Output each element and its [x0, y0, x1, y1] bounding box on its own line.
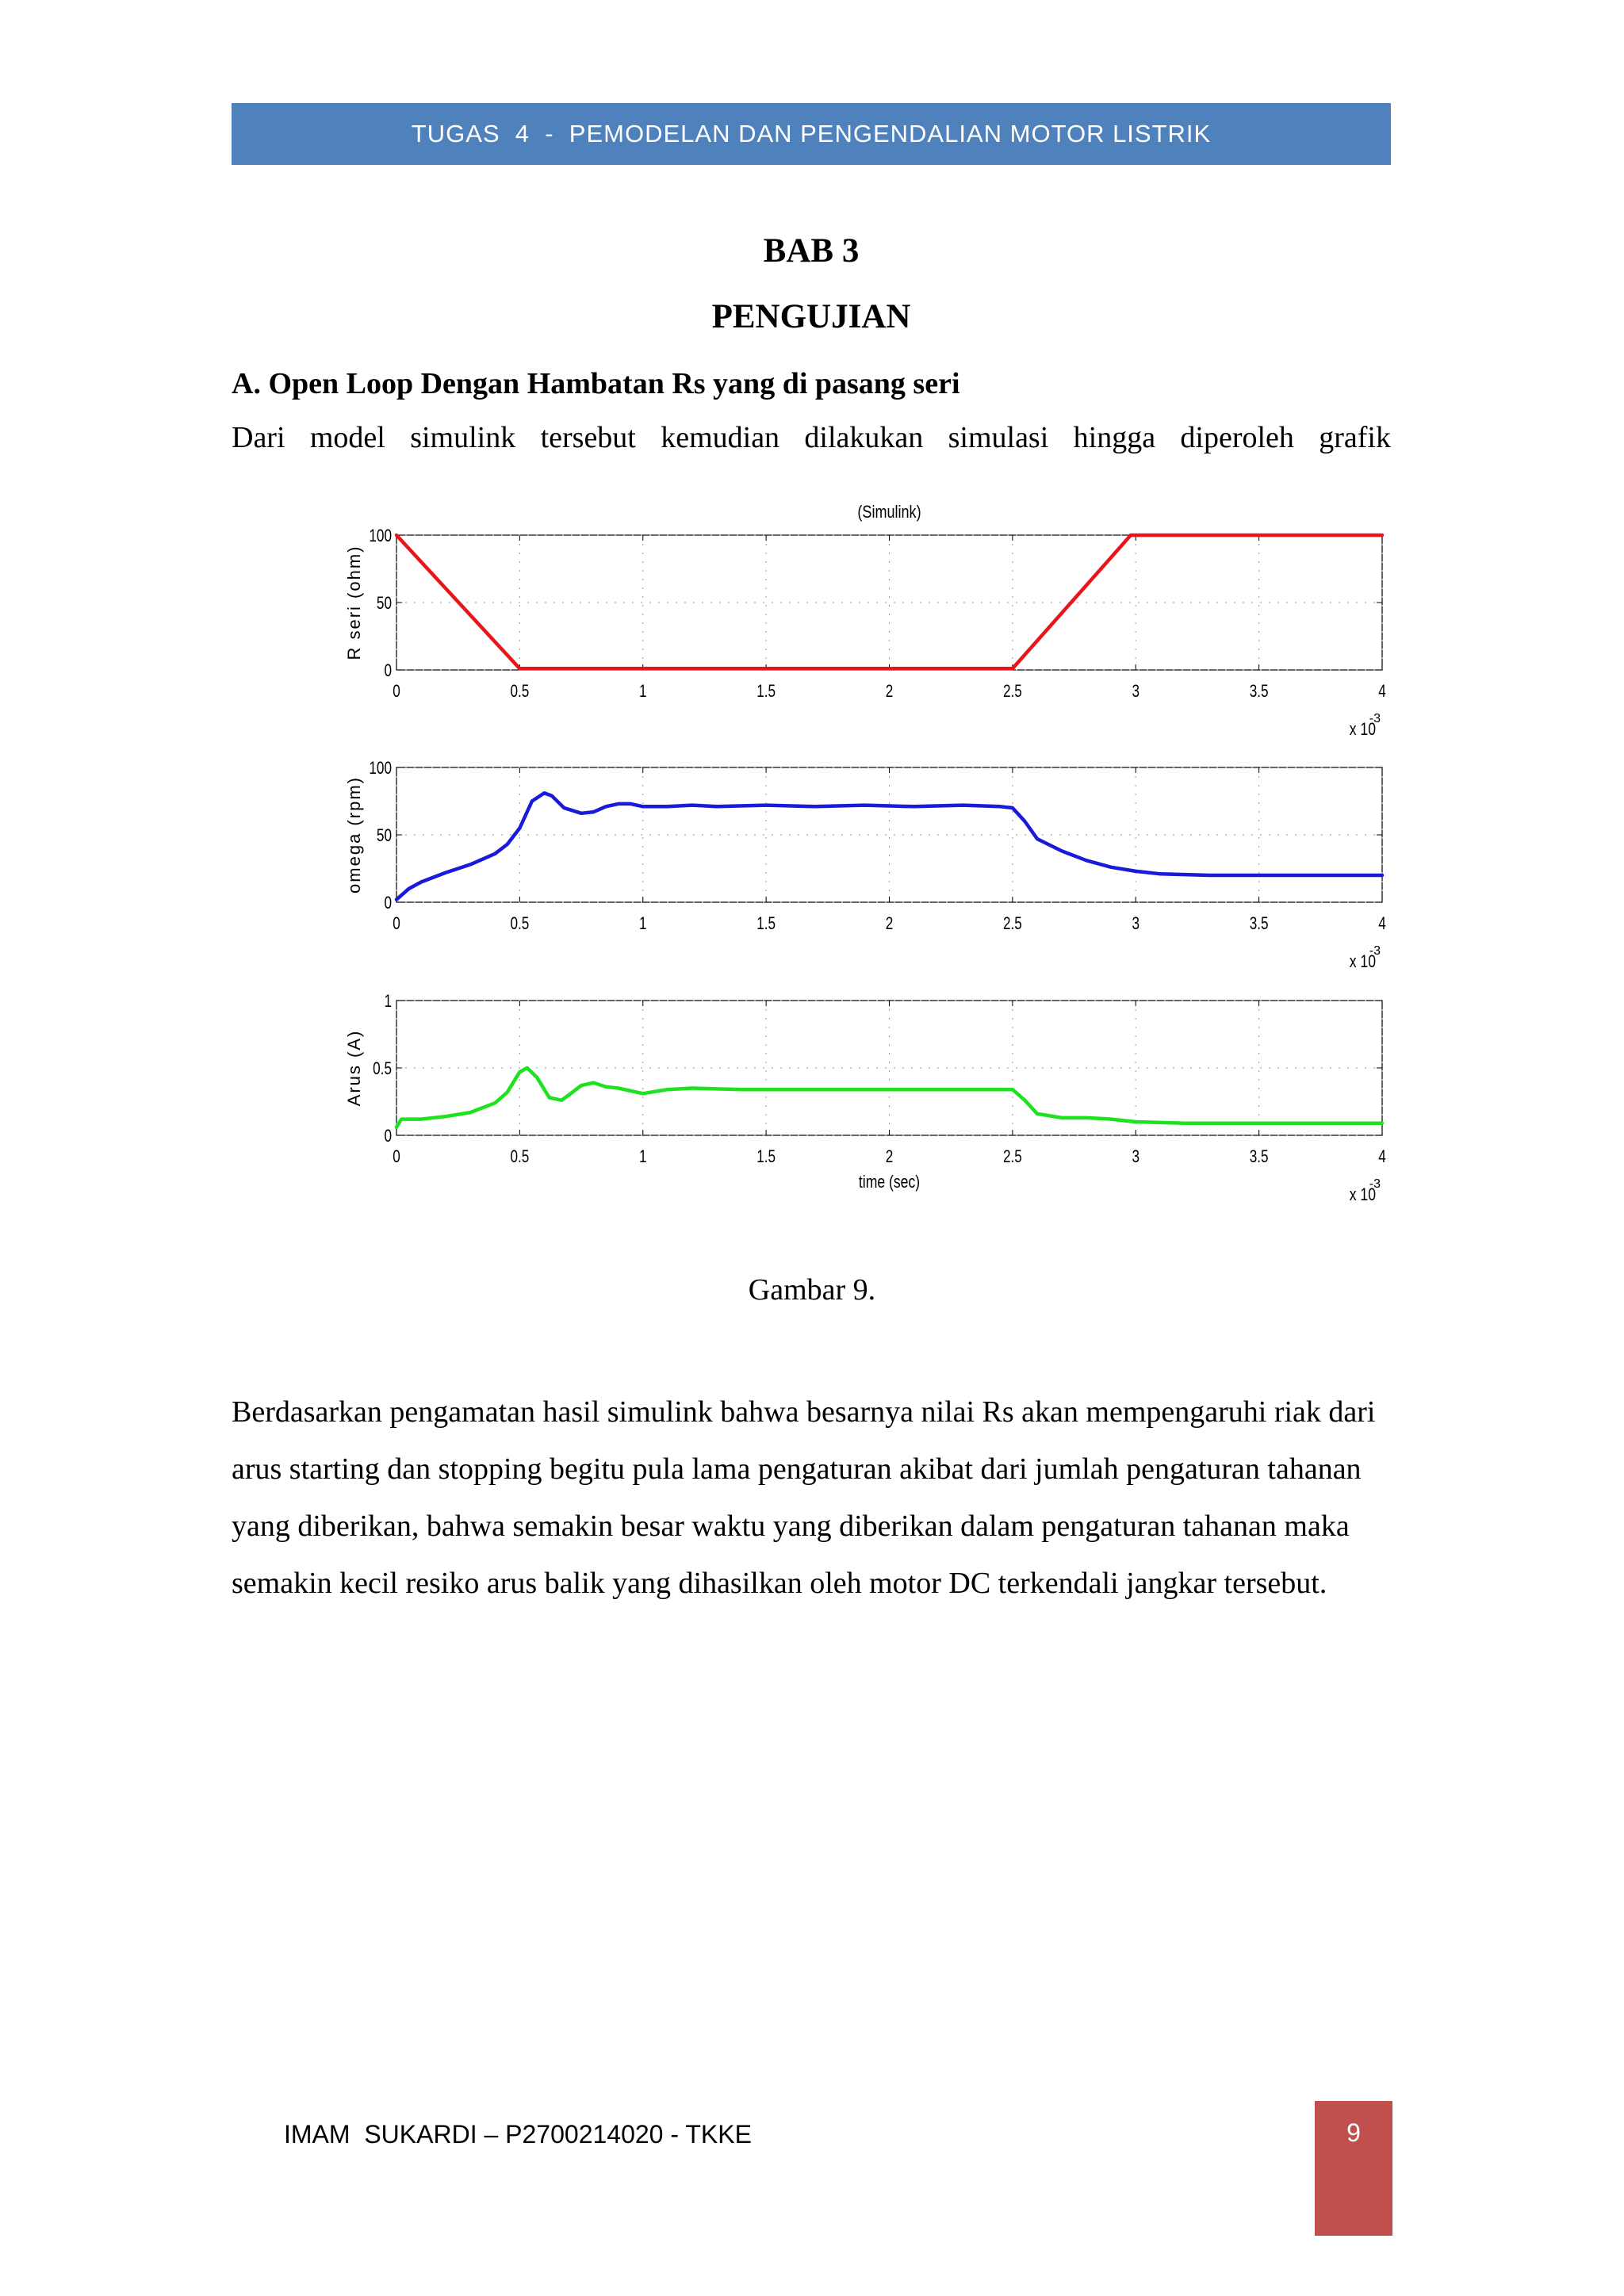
- y-tick-label: 100: [369, 759, 392, 779]
- chapter-title: BAB 3: [763, 232, 860, 270]
- header-bar: [232, 103, 1391, 165]
- y-tick-label: 50: [376, 826, 392, 846]
- x-tick-label: 1: [638, 682, 647, 702]
- x-tick-label: 0.5: [510, 1147, 530, 1167]
- x-tick-label: 1.5: [756, 1147, 776, 1167]
- x-tick-label: 3.5: [1249, 1147, 1269, 1167]
- y-tick-label: 0: [384, 894, 392, 913]
- footer-author: IMAM SUKARDI – P2700214020 - TKKE: [284, 2120, 752, 2149]
- intro-text: Dari model simulink tersebut kemudian dilakukan simulasi hingga diperoleh grafik: [232, 421, 1391, 454]
- x-axis-multiplier: x 10: [1349, 1185, 1376, 1205]
- header-title: TUGAS 4 - PEMODELAN DAN PENGENDALIAN MOTOR LISTRIK: [411, 120, 1212, 147]
- x-axis-label: time (sec): [858, 1173, 921, 1192]
- y-axis-label: Arus (A): [344, 1029, 364, 1107]
- x-tick-label: 2.5: [1002, 914, 1022, 934]
- x-tick-label: 3: [1132, 914, 1140, 934]
- y-tick-label: 1: [384, 992, 392, 1012]
- x-axis-exponent: -3: [1369, 712, 1381, 725]
- x-tick-label: 2: [885, 1147, 894, 1167]
- x-tick-label: 2: [885, 914, 894, 934]
- page-number: 9: [1346, 2118, 1361, 2147]
- section-heading: A. Open Loop Dengan Hambatan Rs yang di pasang seri: [232, 367, 960, 400]
- x-axis-exponent: -3: [1369, 1177, 1381, 1191]
- x-tick-label: 2.5: [1002, 682, 1022, 702]
- x-tick-label: 1.5: [756, 682, 776, 702]
- x-tick-label: 3.5: [1249, 682, 1269, 702]
- x-tick-label: 2: [885, 682, 894, 702]
- page-number-box: [1315, 2101, 1392, 2236]
- x-tick-label: 0.5: [510, 914, 530, 934]
- y-tick-label: 0: [384, 1127, 392, 1146]
- x-tick-label: 3: [1132, 1147, 1140, 1167]
- x-tick-label: 1: [638, 914, 647, 934]
- y-axis-label: R seri (ohm): [344, 545, 364, 660]
- x-tick-label: 1.5: [756, 914, 776, 934]
- x-axis-multiplier: x 10: [1349, 720, 1376, 740]
- y-tick-label: 0.5: [373, 1059, 392, 1079]
- y-tick-label: 100: [369, 526, 392, 546]
- figure-caption: Gambar 9.: [748, 1273, 876, 1307]
- body-paragraph: Berdasarkan pengamatan hasil simulink bahwa besarnya nilai Rs akan mempengaruhi riak dari arus starting dan stopping begitu pula lama pengaturan akibat dari jumlah pengaturan tahanan yang diberikan, bahwa semakin besar waktu yang diberikan dalam pengaturan tahanan maka semakin kecil resiko arus balik yang dihasilkan oleh motor DC terkendali jangkar tersebut.: [232, 1395, 1376, 1600]
- x-axis-multiplier: x 10: [1349, 952, 1376, 972]
- x-tick-label: 4: [1378, 914, 1386, 934]
- x-tick-label: 4: [1378, 1147, 1386, 1167]
- x-tick-label: 0: [393, 914, 400, 934]
- simulink-plots: [333, 488, 1396, 1241]
- simulink-figure: [333, 488, 1396, 1241]
- y-axis-label: omega (rpm): [344, 776, 364, 894]
- x-tick-label: 3.5: [1249, 914, 1269, 934]
- x-tick-label: 4: [1378, 682, 1386, 702]
- y-tick-label: 50: [376, 594, 392, 614]
- y-tick-label: 0: [384, 661, 392, 681]
- chapter-subtitle: PENGUJIAN: [711, 298, 911, 335]
- x-tick-label: 0.5: [510, 682, 530, 702]
- x-tick-label: 0: [393, 682, 400, 702]
- x-tick-label: 2.5: [1002, 1147, 1022, 1167]
- x-axis-exponent: -3: [1369, 944, 1381, 958]
- chart-title: (Simulink): [857, 503, 921, 522]
- x-tick-label: 1: [638, 1147, 647, 1167]
- x-tick-label: 0: [393, 1147, 400, 1167]
- x-tick-label: 3: [1132, 682, 1140, 702]
